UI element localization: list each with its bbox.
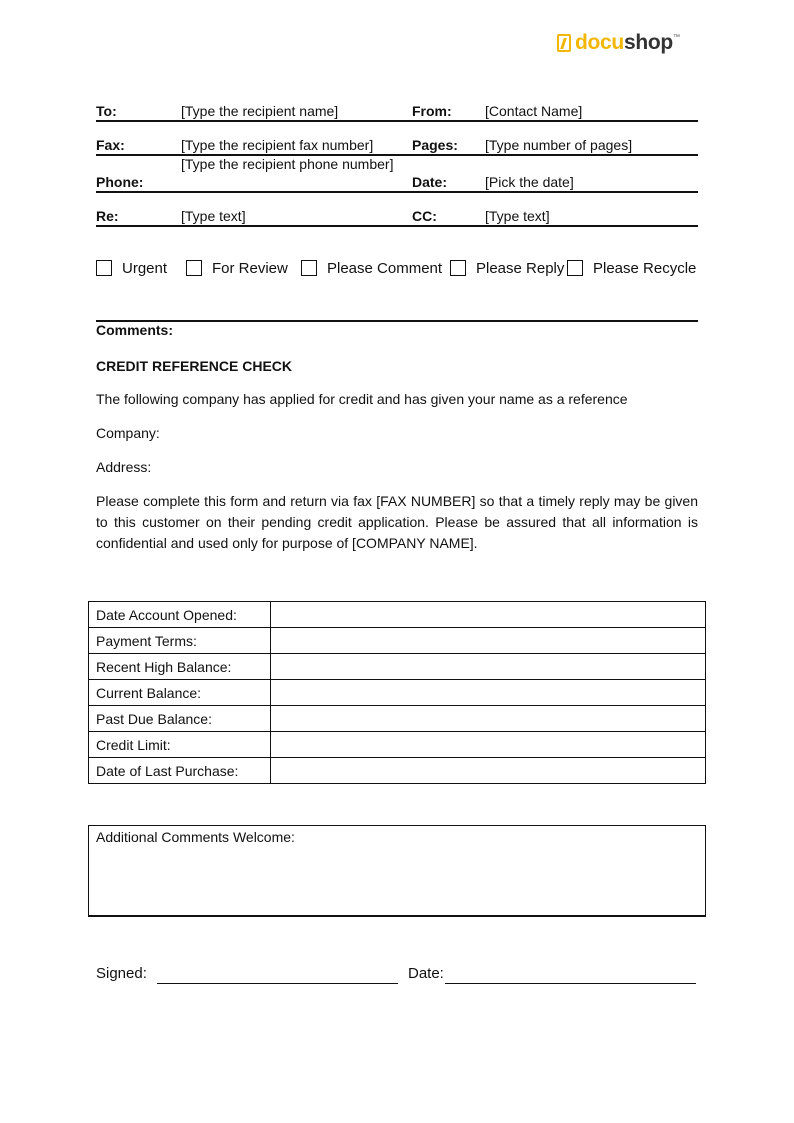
phone-field[interactable]: [Type the recipient phone number] bbox=[181, 156, 394, 172]
table-row bbox=[89, 706, 706, 732]
please-reply-label: Please Reply bbox=[476, 260, 565, 277]
row-value-cell[interactable] bbox=[271, 706, 706, 732]
row-label: Payment Terms: bbox=[89, 628, 271, 654]
from-field[interactable]: [Contact Name] bbox=[485, 103, 583, 119]
signed-label: Signed: bbox=[96, 965, 147, 982]
row-value-cell[interactable] bbox=[271, 654, 706, 680]
date-field[interactable]: [Pick the date] bbox=[485, 174, 574, 190]
additional-comments-box[interactable] bbox=[88, 825, 706, 917]
urgent-label: Urgent bbox=[122, 260, 168, 277]
row-value-cell[interactable] bbox=[271, 680, 706, 706]
row-value-cell[interactable] bbox=[271, 628, 706, 654]
table-row bbox=[89, 680, 706, 706]
for-review-checkbox[interactable] bbox=[186, 260, 202, 276]
intro-text: The following company has applied for credit and has given your name as a reference bbox=[96, 391, 628, 407]
section-heading: CREDIT REFERENCE CHECK bbox=[96, 358, 293, 374]
logo-text-shop: shop bbox=[623, 31, 673, 54]
signature-date-label: Date: bbox=[408, 965, 444, 982]
table-row bbox=[89, 602, 706, 628]
from-label: From: bbox=[412, 103, 452, 119]
signature-line[interactable] bbox=[157, 983, 398, 984]
re-field[interactable]: [Type text] bbox=[181, 208, 246, 224]
comments-label: Comments: bbox=[96, 322, 174, 338]
address-label: Address: bbox=[96, 459, 152, 475]
please-recycle-label: Please Recycle bbox=[593, 260, 697, 277]
instructions-paragraph: Please complete this form and return via fax [FAX NUMBER] so that a timely reply may be given to this customer on their pending credit application. Please be assured that all information is confidential and used only for purpose of [COMPANY NAME]. bbox=[96, 493, 698, 551]
table-row bbox=[89, 732, 706, 758]
signature-date-line[interactable] bbox=[445, 983, 696, 984]
credit-reference-table bbox=[88, 601, 706, 784]
fax-field[interactable]: [Type the recipient fax number] bbox=[181, 137, 374, 153]
table-row bbox=[89, 628, 706, 654]
pages-label: Pages: bbox=[412, 137, 458, 153]
phone-label: Phone: bbox=[96, 174, 144, 190]
please-comment-checkbox[interactable] bbox=[301, 260, 317, 276]
row-label: Date Account Opened: bbox=[89, 602, 271, 628]
date-label: Date: bbox=[412, 174, 448, 190]
please-recycle-checkbox[interactable] bbox=[567, 260, 583, 276]
comments-divider bbox=[96, 320, 698, 322]
please-reply-checkbox[interactable] bbox=[450, 260, 466, 276]
row-label: Credit Limit: bbox=[89, 732, 271, 758]
table-row bbox=[89, 758, 706, 784]
pages-field[interactable]: [Type number of pages] bbox=[485, 137, 633, 153]
logo-text-docu: docu bbox=[575, 31, 624, 54]
cc-field[interactable]: [Type text] bbox=[485, 208, 550, 224]
please-comment-label: Please Comment bbox=[327, 260, 443, 277]
for-review-label: For Review bbox=[212, 260, 288, 277]
company-label: Company: bbox=[96, 425, 160, 441]
urgent-checkbox[interactable] bbox=[96, 260, 112, 276]
row-value-cell[interactable] bbox=[271, 602, 706, 628]
row-value-cell[interactable] bbox=[271, 732, 706, 758]
row-label: Recent High Balance: bbox=[89, 654, 271, 680]
row-value-cell[interactable] bbox=[271, 758, 706, 784]
row-label: Past Due Balance: bbox=[89, 706, 271, 732]
cc-label: CC: bbox=[412, 208, 437, 224]
docushop-logo bbox=[557, 30, 680, 56]
re-label: Re: bbox=[96, 208, 119, 224]
logo-trademark: ™ bbox=[672, 34, 680, 41]
to-label: To: bbox=[96, 103, 117, 119]
logo-mark-icon bbox=[557, 34, 571, 52]
table-row bbox=[89, 654, 706, 680]
to-field[interactable]: [Type the recipient name] bbox=[181, 103, 339, 119]
row-label: Current Balance: bbox=[89, 680, 271, 706]
fax-label: Fax: bbox=[96, 137, 125, 153]
row-label: Date of Last Purchase: bbox=[89, 758, 271, 784]
phone-row-underline bbox=[96, 175, 698, 193]
additional-comments-label: Additional Comments Welcome: bbox=[96, 829, 295, 845]
